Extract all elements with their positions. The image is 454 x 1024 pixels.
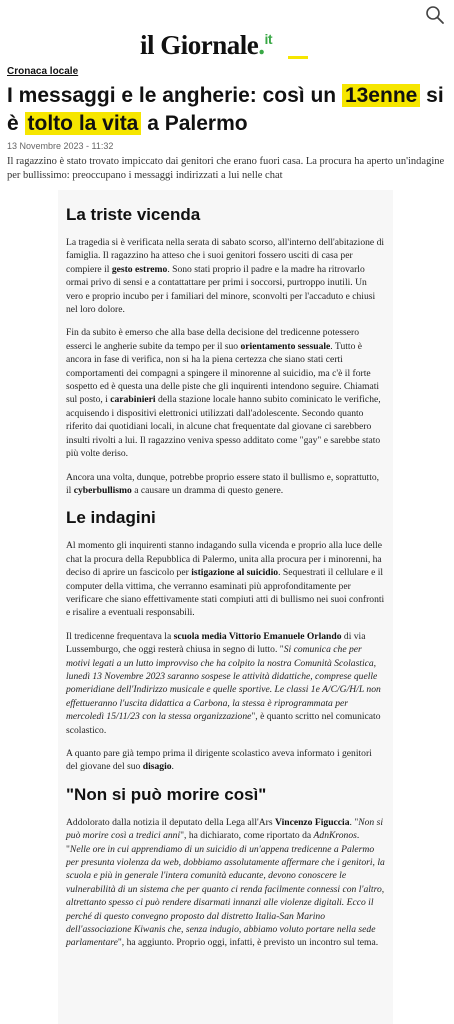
headline-part3: a Palermo <box>141 112 248 135</box>
text: Fin da subito è emerso che alla base della decisione del tredicenne potessero esserci le angherie subite da tempo per il suo <box>66 327 360 352</box>
text: . Tutto è ancora in fase di verifica, non si ha la piena certezza che siano stati certi comportamenti dei compagni a spingere il minorenne al suicidio, ma c'è il forte sospetto ed è questa una delle piste che gli inquirenti intendono seguire. Chiamati sul posto, i <box>66 340 380 406</box>
italic-quote: Nelle ore in cui apprendiamo di un suicidio di un'appena tredicenne a Palermo per presunta violenza da web, dobbiamo assolutamente affermare che i genitori, la scuola e più in generale l'intera comunità educante, devono conoscere le vulnerabilità di un sistema che per quanto ci renda facilmente connessi con l'altro, altrettanto spesso ci può rendere disarmati innanzi alle violenze digitali. Ecco il perché di questo convegno proposto dal distretto Italia-San Marino dell'associazione Kiwanis che, senza indugio, abbiamo voluto portare nella sede parlamentare <box>66 843 385 949</box>
text: della stazione locale hanno subito cominicato le verifiche, acquisendo i dispositivi elettronici utilizzati dall'adolescente. Secondo quanto riferito dai quotidiani locali, in alcune chat frequentate dal giovane ci sarebbero insulti rivolti a lui. Il ragazzino veniva spesso additato come "gay" e sarebbe stato più volte deriso. <box>66 394 381 460</box>
italic-source: AdnKronos <box>313 830 357 842</box>
site-logo[interactable] <box>140 30 310 62</box>
text: . Sono stati proprio il padre e la madre ha ritrovarlo ormai privo di sensi e a contattattare per primi i soccorsi, purtroppo inutili. Un vero e proprio incubo per i familiari del minore, sconvolti per l'accaduto e chiusi nel loro dolore. <box>66 263 376 316</box>
logo-underline <box>288 56 308 59</box>
text: Il tredicenne frequentava la <box>66 630 174 642</box>
text: . " <box>349 816 359 828</box>
bold-text: cyberbullismo <box>73 484 132 496</box>
paragraph <box>66 630 385 737</box>
bold-text: orientamento sessuale <box>240 340 331 352</box>
bold-text: disagio <box>142 761 172 773</box>
section-title-triste-vicenda: La triste vicenda <box>66 205 201 224</box>
headline-part2: si è <box>7 84 444 135</box>
bold-text: carabinieri <box>110 394 156 406</box>
top-bar <box>0 0 454 66</box>
paragraph <box>66 236 385 316</box>
section-title-indagini: Le indagini <box>66 508 156 528</box>
text: La tragedia si è verificata nella serata di sabato scorso, all'interno dell'abitazione di famiglia. Il ragazzino ha atteso che i suoi genitori fossero usciti di casa per compiere il <box>66 237 385 275</box>
paragraph <box>66 747 385 774</box>
logo-dot: . <box>258 30 265 60</box>
text: . Sequestrati il cellulare e il computer della vittima, che verranno esaminati più approfonditamente per verificare che siano effettivamente stati compiuti atti di bullismo nei suoi confronti e risalire a eventuali responsabili. <box>66 567 385 619</box>
section-title-non-si-puo-morire: "Non si può morire così" <box>66 784 267 804</box>
headline <box>7 82 447 138</box>
text: di via Lussemburgo, che oggi resterà chiusa in segno di lutto. " <box>66 630 366 656</box>
text: ", ha dichiarato, come riportato da <box>180 830 314 842</box>
logo-text: il Giornale <box>140 30 259 60</box>
italic-quote: Si comunica che per motivi legati a un lutto improvviso che ha colpito la nostra Comunità Scolastica, lunedì 13 Novembre 2023 saranno sospese le attività didattiche, comprese quelle pomeridiane dell'Indirizzo musicale e quelle sportive. Le classi 1e A/C/G/H/L non effettueranno l'uscita didattica a Carbona, la stessa è riprogrammata per mercoledì 15/11/23 con la stessa organizzazione <box>66 644 381 723</box>
headline-highlight-2: tolto la vita <box>25 112 142 135</box>
text: . <box>171 761 174 773</box>
text: ", è quanto scritto nel comunicato scolastico. <box>66 711 381 736</box>
article-body <box>58 190 393 1024</box>
article-summary: Il ragazzino è stato trovato impiccato dai genitori che erano fuori casa. La procura ha aperto un'indagine per bullissimo: preoccupano i messaggi indirizzati a lui nelle chat <box>7 156 445 181</box>
publish-date: 13 Novembre 2023 - 11:32 <box>7 141 114 151</box>
category-link[interactable]: Cronaca locale <box>7 66 79 77</box>
text: ", ha aggiunto. Proprio oggi, infatti, è previsto un incontro sul tema. <box>117 937 379 949</box>
paragraph <box>66 471 385 498</box>
search-icon[interactable] <box>424 4 446 26</box>
headline-highlight-1: 13enne <box>342 84 420 107</box>
paragraph <box>66 539 385 619</box>
headline-part1: I messaggi e le angherie: così un <box>7 84 342 107</box>
italic-quote: Non si può morire così a tredici anni <box>66 816 384 842</box>
text: A quanto pare già tempo prima il dirigente scolastico aveva informato i genitori del giovane del suo <box>66 748 372 773</box>
search-icon-svg <box>424 4 446 26</box>
text: a causare un dramma di questo genere. <box>131 484 284 496</box>
text: Addolorato dalla notizia il deputato della Lega all'Ars <box>66 816 275 828</box>
bold-text: Vincenzo Figuccia <box>275 816 350 828</box>
bold-text: scuola media Vittorio Emanuele Orlando <box>173 630 342 642</box>
bold-text: istigazione al suicidio <box>191 567 279 579</box>
text: Ancora una volta, dunque, potrebbe proprio essere stato il bullismo e, soprattutto, il <box>66 471 380 496</box>
bold-text: gesto estremo <box>111 263 168 275</box>
paragraph <box>66 816 385 950</box>
logo-it: it <box>264 31 273 47</box>
paragraph <box>66 326 385 460</box>
text: . " <box>66 830 360 855</box>
text: Al momento gli inquirenti stanno indagando sulla vicenda e proprio alla luce delle chat la procura della Repubblica di Palermo, unita alla procura per i minorenni, ha deciso di aprire un fascicolo per <box>66 540 382 579</box>
